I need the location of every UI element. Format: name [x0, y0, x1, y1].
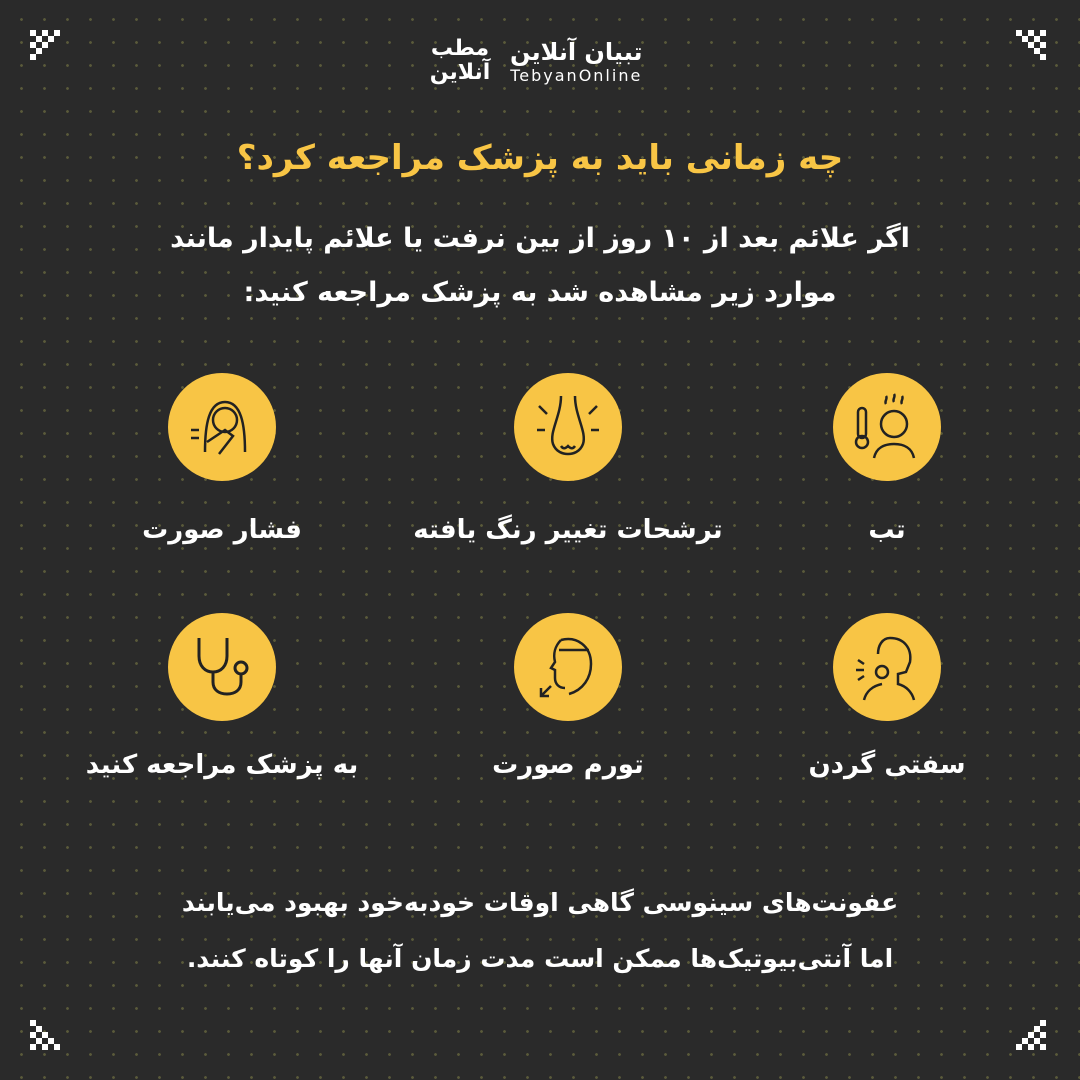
mataab-logo-text: مطب آنلاین	[429, 36, 491, 85]
corner-dots-icon	[30, 30, 66, 66]
tebyan-logo-en: TebyanOnline	[510, 65, 643, 85]
corner-dots-icon	[1016, 30, 1052, 66]
page-title: چه زمانی باید به پزشک مراجعه کرد؟	[236, 138, 844, 178]
symptom-label: فشار صورت	[142, 515, 302, 545]
symptom-label: سفتی گردن	[808, 750, 966, 780]
symptom-label: تب	[868, 515, 906, 545]
symptom-label: تورم صورت	[492, 750, 644, 780]
intro-line: اگر علائم بعد از ۱۰ روز از بین نرفت یا علائم پایدار مانند	[170, 223, 910, 254]
intro-line: موارد زیر مشاهده شد به پزشک مراجعه کنید:	[243, 277, 837, 308]
footer-note	[80, 875, 1000, 987]
footer-line: عفونت‌های سینوسی گاهی اوقات خودبه‌خود بهبود می‌یابند	[181, 888, 899, 917]
stiff-neck-icon	[833, 613, 941, 721]
facial-pressure-icon	[168, 373, 276, 481]
symptom-label: ترشحات تغییر رنگ یافته	[413, 515, 723, 545]
brand-logo	[420, 26, 670, 96]
footer-line: اما آنتی‌بیوتیک‌ها ممکن است مدت زمان آنها را کوتاه کنند.	[186, 944, 894, 973]
facial-swelling-icon	[514, 613, 622, 721]
intro-text	[100, 212, 980, 320]
stethoscope-icon	[168, 613, 276, 721]
corner-dots-icon	[1016, 1020, 1052, 1056]
tebyan-logo-fa: تبیان آنلاین	[510, 37, 643, 66]
corner-dots-icon	[30, 1020, 66, 1056]
nose-icon	[514, 373, 622, 481]
fever-icon	[833, 373, 941, 481]
symptom-label: به پزشک مراجعه کنید	[85, 750, 359, 780]
